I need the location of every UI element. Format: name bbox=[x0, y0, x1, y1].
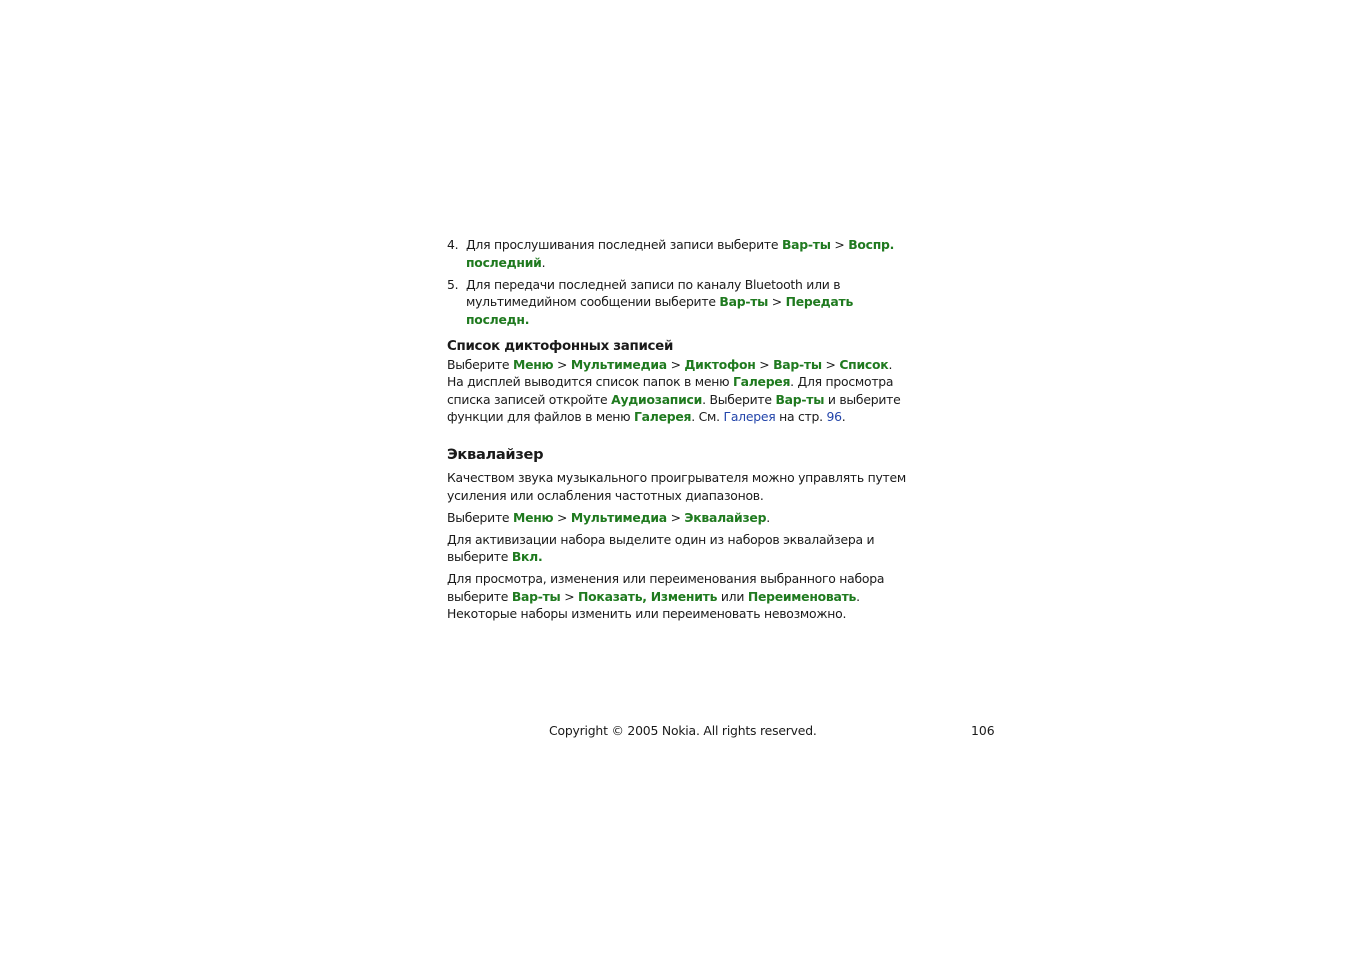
separator: > bbox=[666, 509, 685, 525]
equalizer-activate-paragraph bbox=[447, 531, 907, 566]
separator: > bbox=[755, 356, 774, 372]
separator: > bbox=[560, 588, 579, 604]
gallery-link[interactable]: Галерея bbox=[723, 409, 776, 425]
separator: > bbox=[768, 294, 786, 310]
menu-command: Меню bbox=[513, 356, 554, 372]
steps-list bbox=[447, 236, 907, 329]
paragraph-text: . Выберите bbox=[702, 391, 776, 407]
equalizer-edit-paragraph bbox=[447, 570, 907, 623]
step-text: Для передачи последней записи по каналу Bluetooth или в мультимедийном сообщении выберите bbox=[466, 276, 841, 310]
paragraph-text: Выберите bbox=[447, 356, 513, 372]
menu-command: Список bbox=[839, 356, 889, 372]
separator: > bbox=[666, 356, 685, 372]
equalizer-heading: Эквалайзер bbox=[447, 445, 544, 463]
menu-command: Эквалайзер bbox=[684, 509, 767, 525]
page-link[interactable]: 96 bbox=[826, 409, 842, 425]
separator: > bbox=[553, 356, 571, 372]
separator: > bbox=[553, 509, 571, 525]
menu-command: Мультимедиа bbox=[570, 356, 667, 372]
paragraph-text: . См. bbox=[691, 409, 724, 425]
menu-command: Показать, Изменить bbox=[578, 588, 718, 604]
copyright-notice: Copyright © 2005 Nokia. All rights reserved. bbox=[549, 723, 817, 738]
document-body bbox=[447, 236, 907, 627]
menu-command: Аудиозаписи bbox=[611, 391, 703, 407]
paragraph-text: Выберите bbox=[447, 509, 513, 525]
voice-list-paragraph bbox=[447, 356, 907, 426]
step-text: . bbox=[541, 254, 546, 270]
menu-command: Меню bbox=[513, 509, 554, 525]
paragraph-text: Для просмотра, изменения или переименования выбранного набора выберите bbox=[447, 571, 885, 604]
page-number: 106 bbox=[971, 723, 995, 738]
menu-command: Передать последн. bbox=[466, 294, 854, 327]
paragraph-text: . Для просмотра списка записей откройте bbox=[447, 374, 894, 407]
separator: > bbox=[830, 237, 849, 252]
menu-command: Вар-ты bbox=[775, 391, 825, 407]
menu-command: Мультимедиа bbox=[570, 509, 667, 525]
voice-list-heading: Список диктофонных записей bbox=[447, 338, 674, 354]
step-number: 4. bbox=[447, 237, 459, 252]
list-item bbox=[447, 276, 907, 329]
paragraph-text: . На дисплей выводится список папок в меню bbox=[447, 356, 893, 390]
paragraph-text: или bbox=[717, 588, 748, 604]
menu-command: Галерея bbox=[634, 409, 692, 425]
list-item bbox=[447, 236, 907, 271]
menu-command: Вар-ты bbox=[511, 588, 561, 604]
separator: > bbox=[821, 356, 840, 372]
menu-command: Вар-ты bbox=[719, 294, 769, 310]
paragraph-text: . bbox=[766, 509, 770, 525]
paragraph-text: . bbox=[841, 409, 846, 425]
step-text: Для прослушивания последней записи выберите bbox=[466, 237, 782, 252]
paragraph-text: на стр. bbox=[775, 409, 827, 425]
menu-command: Галерея bbox=[732, 374, 791, 390]
equalizer-path-paragraph bbox=[447, 509, 907, 527]
paragraph-text: Для активизации набора выделите один из наборов эквалайзера и выберите bbox=[447, 531, 875, 565]
paragraph-text: и выберите функции для файлов в меню bbox=[447, 391, 901, 425]
menu-command: Вкл. bbox=[511, 549, 543, 565]
menu-command: Вар-ты bbox=[773, 356, 822, 372]
menu-command: Воспр. последний bbox=[466, 237, 895, 270]
menu-command: Вар-ты bbox=[781, 237, 831, 252]
menu-command: Диктофон bbox=[684, 356, 756, 372]
paragraph-text: . Некоторые наборы изменить или переименовать невозможно. bbox=[447, 588, 860, 622]
equalizer-intro: Качеством звука музыкального проигрывателя можно управлять путем усиления или ослабления частотных диапазонов. bbox=[447, 469, 907, 503]
menu-command: Переименовать bbox=[747, 588, 857, 604]
step-number: 5. bbox=[447, 276, 459, 292]
